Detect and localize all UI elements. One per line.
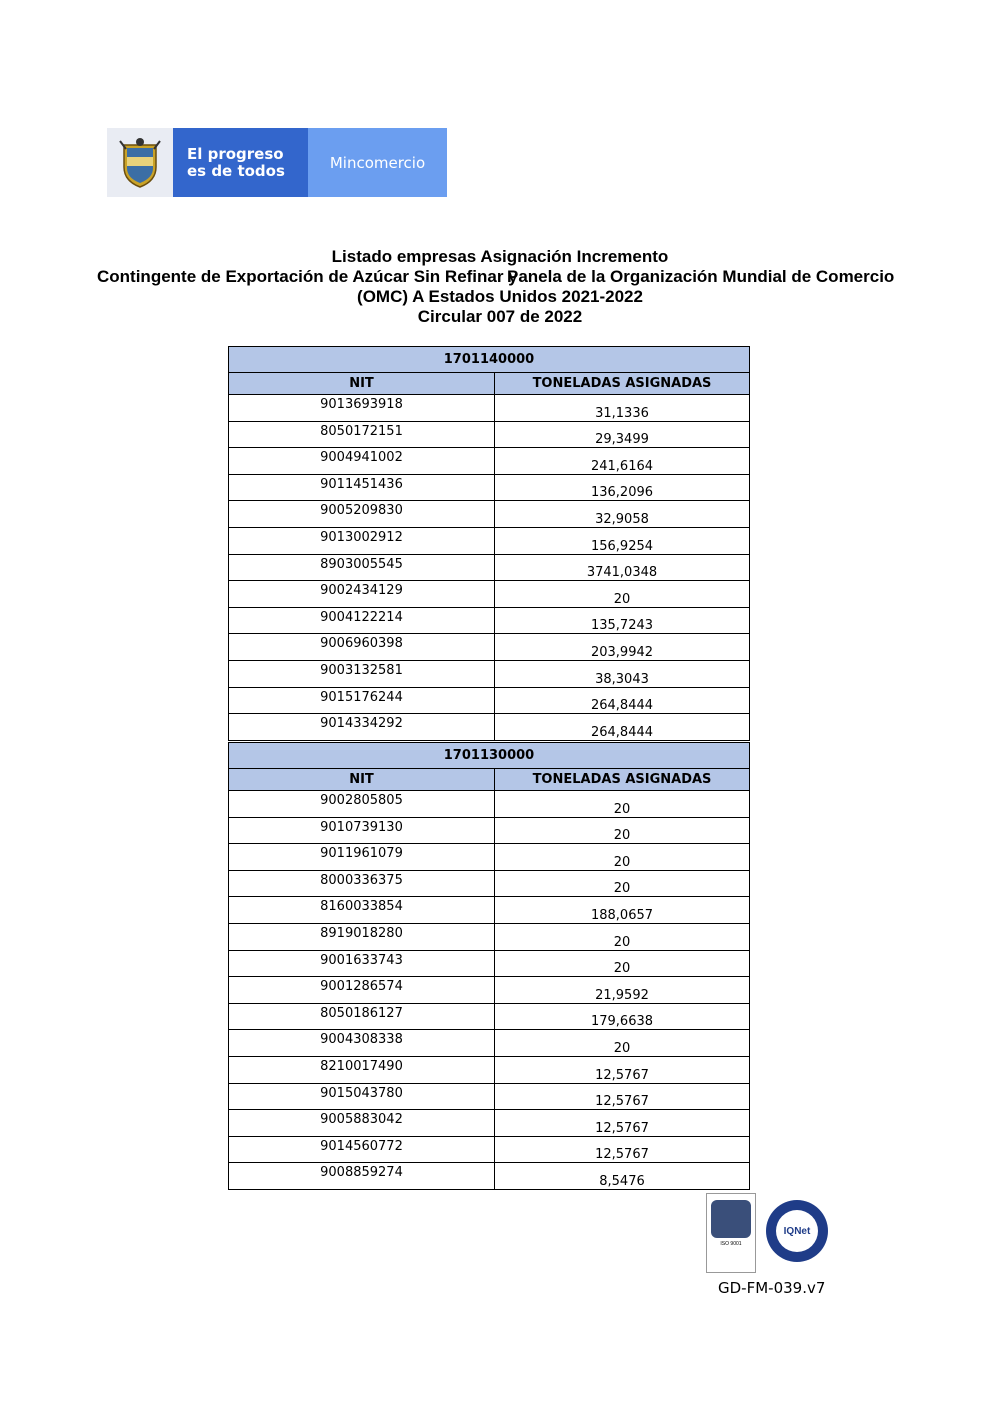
table-row: [229, 870, 750, 897]
toneladas-cell: 156,9254: [495, 527, 750, 554]
table-row: [229, 660, 750, 687]
toneladas-cell: 264,8444: [495, 687, 750, 714]
allocation-table-1701130000: [228, 742, 750, 1190]
toneladas-cell: 20: [495, 581, 750, 608]
table-row: [229, 448, 750, 475]
table-row: [229, 817, 750, 844]
toneladas-cell: 3741,0348: [495, 554, 750, 581]
table-row: [229, 474, 750, 501]
table-row: [229, 977, 750, 1004]
toneladas-cell: 12,5767: [495, 1136, 750, 1163]
nit-cell: 9004122214: [229, 607, 495, 634]
iqnet-certification-icon: [766, 1200, 828, 1262]
title-line-2a: Contingente de Exportación de Azúcar Sin Refinar y: [97, 267, 518, 286]
nit-cell: 9011961079: [229, 844, 495, 871]
iqnet-label: IQNet: [776, 1210, 818, 1252]
table-row: [229, 1136, 750, 1163]
nit-cell: 9005209830: [229, 501, 495, 528]
toneladas-cell: 20: [495, 1030, 750, 1057]
table-row: [229, 607, 750, 634]
nit-cell: 8000336375: [229, 870, 495, 897]
table-row: [229, 897, 750, 924]
table-row: [229, 1083, 750, 1110]
toneladas-cell: 12,5767: [495, 1110, 750, 1137]
table-row: [229, 1110, 750, 1137]
colombia-coat-of-arms-icon: [107, 128, 173, 197]
table-row: [229, 421, 750, 448]
table-row: [229, 844, 750, 871]
nit-cell: 9008859274: [229, 1163, 495, 1190]
toneladas-cell: 264,8444: [495, 714, 750, 741]
table-row: [229, 1163, 750, 1190]
tariff-code: 1701140000: [229, 347, 750, 373]
toneladas-cell: 20: [495, 791, 750, 818]
tariff-code: 1701130000: [229, 743, 750, 769]
toneladas-cell: 20: [495, 923, 750, 950]
header-banner: [107, 128, 447, 197]
toneladas-cell: 20: [495, 817, 750, 844]
table-row: [229, 687, 750, 714]
nit-cell: 9004941002: [229, 448, 495, 475]
nit-cell: 9014560772: [229, 1136, 495, 1163]
nit-cell: 9005883042: [229, 1110, 495, 1137]
toneladas-cell: 12,5767: [495, 1083, 750, 1110]
toneladas-cell: 20: [495, 870, 750, 897]
title-line-3: (OMC) A Estados Unidos 2021-2022: [357, 287, 643, 306]
toneladas-cell: 38,3043: [495, 660, 750, 687]
slogan-line-2: es de todos: [187, 161, 285, 180]
column-header-nit: NIT: [229, 373, 495, 395]
nit-cell: 8050186127: [229, 1003, 495, 1030]
toneladas-cell: 29,3499: [495, 421, 750, 448]
nit-cell: 9003132581: [229, 660, 495, 687]
allocation-table-1701140000: [228, 346, 750, 741]
nit-cell: 9001633743: [229, 950, 495, 977]
nit-cell: 9002805805: [229, 791, 495, 818]
table-row: [229, 791, 750, 818]
table-row: [229, 634, 750, 661]
nit-cell: 8210017490: [229, 1056, 495, 1083]
government-slogan: [173, 128, 308, 197]
table-row: [229, 554, 750, 581]
toneladas-cell: 12,5767: [495, 1056, 750, 1083]
table-row: [229, 950, 750, 977]
table-row: [229, 1030, 750, 1057]
table-row: [229, 1056, 750, 1083]
toneladas-cell: 31,1336: [495, 395, 750, 422]
ministry-name: Mincomercio: [308, 128, 447, 197]
document-code: GD-FM-039.v7: [718, 1279, 826, 1297]
toneladas-cell: 8,5476: [495, 1163, 750, 1190]
title-line-2: [0, 267, 1000, 287]
toneladas-cell: 136,2096: [495, 474, 750, 501]
toneladas-cell: 179,6638: [495, 1003, 750, 1030]
toneladas-cell: 20: [495, 950, 750, 977]
toneladas-cell: 135,7243: [495, 607, 750, 634]
nit-cell: 8050172151: [229, 421, 495, 448]
nit-cell: 9004308338: [229, 1030, 495, 1057]
column-header-toneladas: TONELADAS ASIGNADAS: [495, 373, 750, 395]
slogan-line-1: El progreso: [187, 144, 284, 163]
table-row: [229, 395, 750, 422]
nit-cell: 9010739130: [229, 817, 495, 844]
nit-cell: 9011451436: [229, 474, 495, 501]
title-line-2b: Panela de la Organización Mundial de Comercio: [507, 267, 895, 286]
cert-label: ISO 9001: [720, 1241, 742, 1247]
document-title: [0, 247, 1000, 327]
nit-cell: 9006960398: [229, 634, 495, 661]
nit-cell: 9001286574: [229, 977, 495, 1004]
nit-cell: 9013693918: [229, 395, 495, 422]
toneladas-cell: 21,9592: [495, 977, 750, 1004]
column-header-toneladas: TONELADAS ASIGNADAS: [495, 769, 750, 791]
toneladas-cell: 32,9058: [495, 501, 750, 528]
nit-cell: 9015176244: [229, 687, 495, 714]
nit-cell: 9014334292: [229, 714, 495, 741]
icontec-mark: [711, 1200, 751, 1238]
toneladas-cell: 241,6164: [495, 448, 750, 475]
icontec-certification-icon: [706, 1193, 756, 1273]
toneladas-cell: 20: [495, 844, 750, 871]
nit-cell: 9013002912: [229, 527, 495, 554]
table-row: [229, 501, 750, 528]
toneladas-cell: 188,0657: [495, 897, 750, 924]
nit-cell: 8903005545: [229, 554, 495, 581]
table-row: [229, 923, 750, 950]
table-row: [229, 581, 750, 608]
table-row: [229, 714, 750, 741]
nit-cell: 8160033854: [229, 897, 495, 924]
title-line-1: Listado empresas Asignación Incremento: [331, 247, 669, 266]
column-header-nit: NIT: [229, 769, 495, 791]
nit-cell: 8919018280: [229, 923, 495, 950]
nit-cell: 9002434129: [229, 581, 495, 608]
table-row: [229, 527, 750, 554]
toneladas-cell: 203,9942: [495, 634, 750, 661]
table-row: [229, 1003, 750, 1030]
nit-cell: 9015043780: [229, 1083, 495, 1110]
title-line-4: Circular 007 de 2022: [417, 307, 583, 326]
